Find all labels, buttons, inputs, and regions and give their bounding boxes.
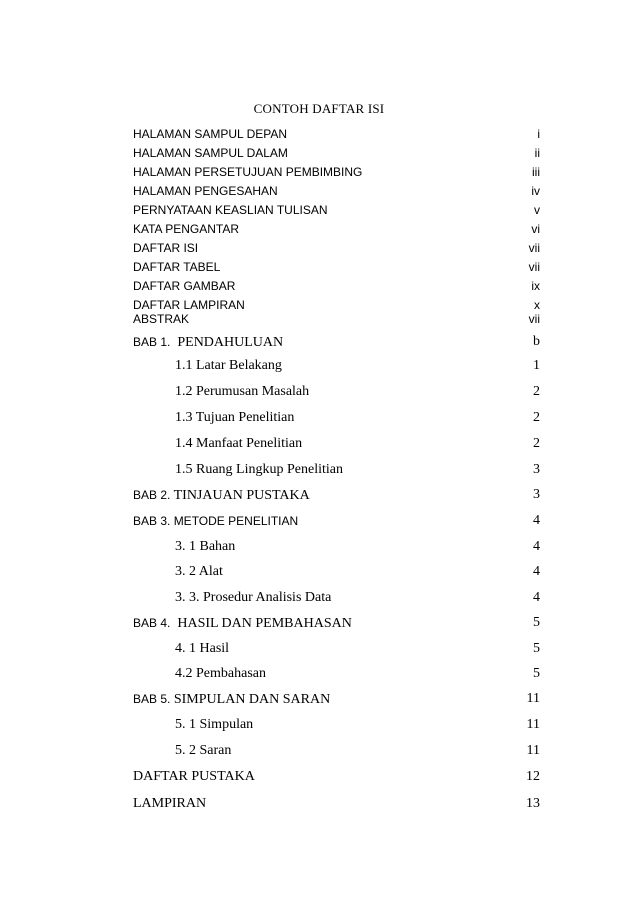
toc-entry-label: 3. 2 Alat bbox=[175, 564, 223, 579]
toc-entry-label: DAFTAR PUSTAKA bbox=[133, 769, 255, 784]
toc-entry-label: 1.5 Ruang Lingkup Penelitian bbox=[175, 462, 343, 477]
toc-entry-page: ii bbox=[534, 146, 540, 160]
toc-entry-page: iv bbox=[531, 184, 540, 198]
toc-entry-label: 5. 2 Saran bbox=[175, 743, 232, 758]
toc-entry-label: DAFTAR TABEL bbox=[133, 260, 221, 274]
toc-entry-page: vi bbox=[531, 222, 540, 236]
toc-entry-label: HALAMAN PENGESAHAN bbox=[133, 184, 278, 198]
toc-entry-label: 3. 3. Prosedur Analisis Data bbox=[175, 590, 332, 605]
toc-subentry-4-1 bbox=[133, 640, 540, 658]
chapter-number: BAB 1. bbox=[133, 335, 171, 349]
toc-subentry-1-5 bbox=[133, 461, 540, 479]
chapter-number: BAB 2. bbox=[133, 488, 171, 502]
toc-entry-page: vii bbox=[528, 312, 540, 326]
toc-entry-label: ABSTRAK bbox=[133, 312, 190, 326]
toc-entry-label: 4.2 Pembahasan bbox=[175, 666, 266, 681]
toc-entry-pernyataan-keaslian bbox=[133, 201, 540, 219]
toc-entry-label: PERNYATAAN KEASLIAN TULISAN bbox=[133, 203, 328, 217]
toc-entry-page: 5 bbox=[533, 641, 540, 656]
toc-entry-page: b bbox=[533, 334, 540, 349]
toc-entry-label: HALAMAN SAMPUL DEPAN bbox=[133, 127, 288, 141]
toc-entry-page: 12 bbox=[526, 769, 540, 784]
toc-entry-page: 11 bbox=[526, 743, 540, 758]
toc-entry-page: 4 bbox=[533, 590, 540, 605]
toc-entry-halaman-persetujuan bbox=[133, 163, 540, 181]
toc-entry-page: v bbox=[534, 203, 540, 217]
toc-entry-label: LAMPIRAN bbox=[133, 796, 207, 811]
toc-chapter-bab-2 bbox=[133, 486, 540, 504]
toc-subentry-1-3 bbox=[133, 409, 540, 427]
toc-entry-page: vii bbox=[528, 260, 540, 274]
toc-entry-daftar-pustaka bbox=[133, 768, 540, 786]
toc-entry-label: KATA PENGANTAR bbox=[133, 222, 240, 236]
toc-entry-daftar-tabel bbox=[133, 258, 540, 276]
toc-entry-abstrak bbox=[133, 310, 540, 328]
toc-entry-halaman-sampul-dalam bbox=[133, 144, 540, 162]
toc-subentry-5-1 bbox=[133, 716, 540, 734]
toc-entry-label: DAFTAR ISI bbox=[133, 241, 199, 255]
chapter-title: SIMPULAN DAN SARAN bbox=[170, 692, 331, 707]
toc-entry-page: 4 bbox=[533, 564, 540, 579]
toc-entry-label: 4. 1 Hasil bbox=[175, 641, 230, 656]
chapter-title: TINJAUAN PUSTAKA bbox=[170, 488, 310, 503]
toc-entry-lampiran bbox=[133, 795, 540, 813]
toc-entry-page: 13 bbox=[526, 796, 540, 811]
toc-entry-daftar-isi bbox=[133, 239, 540, 257]
chapter-number: BAB 5. bbox=[133, 692, 171, 706]
toc-subentry-1-2 bbox=[133, 383, 540, 401]
toc-entry-label: HALAMAN SAMPUL DALAM bbox=[133, 146, 288, 160]
toc-entry-page: 1 bbox=[533, 358, 540, 373]
toc-entry-page: iii bbox=[532, 165, 540, 179]
toc-entry-label: DAFTAR LAMPIRAN bbox=[133, 298, 245, 312]
toc-entry-page: 4 bbox=[533, 539, 540, 554]
toc-subentry-3-1 bbox=[133, 538, 540, 556]
toc-entry-page: 2 bbox=[533, 436, 540, 451]
toc-chapter-bab-4 bbox=[133, 614, 540, 632]
toc-entry-kata-pengantar bbox=[133, 220, 540, 238]
toc-entry-label: 5. 1 Simpulan bbox=[175, 717, 254, 732]
toc-subentry-1-1 bbox=[133, 357, 540, 375]
toc-entry-page: 11 bbox=[526, 717, 540, 732]
toc-entry-page: ix bbox=[531, 279, 540, 293]
toc-entry-daftar-gambar bbox=[133, 277, 540, 295]
toc-subentry-3-3 bbox=[133, 589, 540, 607]
chapter-title: BAB 3. METODE PENELITIAN bbox=[133, 514, 299, 528]
toc-subentry-1-4 bbox=[133, 435, 540, 453]
toc-entry-page: i bbox=[537, 127, 540, 141]
toc-entry-label: HALAMAN PERSETUJUAN PEMBIMBING bbox=[133, 165, 363, 179]
toc-subentry-5-2 bbox=[133, 742, 540, 760]
chapter-number: BAB 4. bbox=[133, 616, 171, 630]
toc-entry-page: vii bbox=[528, 241, 540, 255]
page-title: CONTOH DAFTAR ISI bbox=[253, 101, 385, 116]
toc-entry-label: 1.4 Manfaat Penelitian bbox=[175, 436, 303, 451]
toc-entry-page: 3 bbox=[533, 462, 540, 477]
toc-entry-page: 2 bbox=[533, 410, 540, 425]
toc-entry-label: DAFTAR GAMBAR bbox=[133, 279, 236, 293]
toc-entry-page: 11 bbox=[526, 691, 540, 706]
toc-entry-label: 3. 1 Bahan bbox=[175, 539, 236, 554]
toc-entry-halaman-sampul-depan bbox=[133, 125, 540, 143]
toc-entry-page: x bbox=[534, 298, 540, 312]
toc-chapter-bab-1 bbox=[133, 333, 540, 351]
chapter-title: HASIL DAN PEMBAHASAN bbox=[170, 616, 352, 631]
toc-entry-label: 1.3 Tujuan Penelitian bbox=[175, 410, 295, 425]
chapter-title: PENDAHULUAN bbox=[170, 335, 284, 350]
toc-entry-page: 3 bbox=[533, 487, 540, 502]
toc-subentry-4-2 bbox=[133, 665, 540, 683]
toc-entry-page: 5 bbox=[533, 666, 540, 681]
toc-chapter-bab-5 bbox=[133, 690, 540, 708]
toc-entry-page: 4 bbox=[533, 513, 540, 528]
toc-entry-page: 5 bbox=[533, 615, 540, 630]
toc-entry-label: 1.2 Perumusan Masalah bbox=[175, 384, 310, 399]
toc-entry-label: 1.1 Latar Belakang bbox=[175, 358, 282, 373]
toc-subentry-3-2 bbox=[133, 563, 540, 581]
toc-entry-halaman-pengesahan bbox=[133, 182, 540, 200]
toc-chapter-bab-3 bbox=[133, 512, 540, 530]
toc-entry-page: 2 bbox=[533, 384, 540, 399]
